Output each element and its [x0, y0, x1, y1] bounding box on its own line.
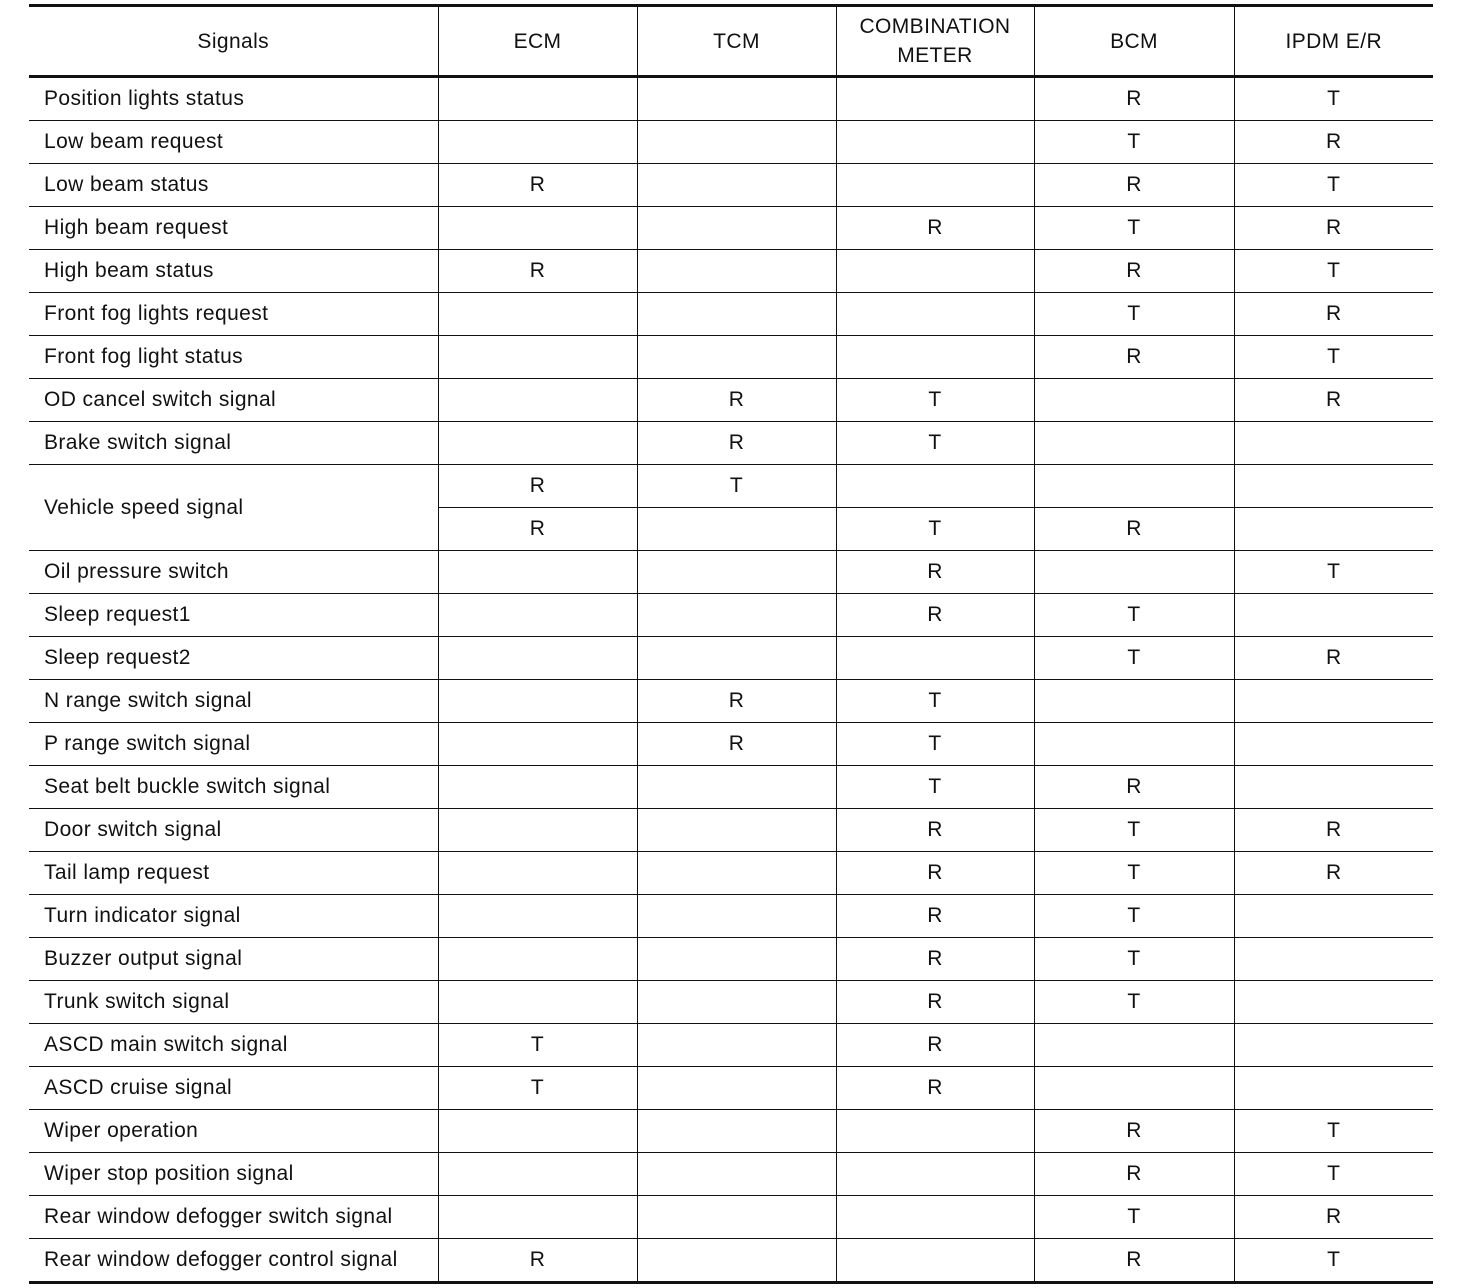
ecm-cell: R: [438, 164, 637, 207]
tcm-cell: [637, 164, 836, 207]
tcm-cell: R: [637, 379, 836, 422]
meter-cell: [836, 637, 1034, 680]
table-row: [29, 1239, 1433, 1283]
meter-cell: R: [836, 938, 1034, 981]
ecm-cell: [438, 422, 637, 465]
table-row: [29, 293, 1433, 336]
bcm-cell: T: [1034, 938, 1234, 981]
ipdm-cell: T: [1234, 336, 1433, 379]
signal-name: High beam status: [29, 250, 438, 293]
table-header: [29, 6, 1433, 77]
bcm-cell: R: [1034, 250, 1234, 293]
table-row: [29, 121, 1433, 164]
table-row: [29, 723, 1433, 766]
tcm-cell: [637, 981, 836, 1024]
ipdm-cell: [1234, 723, 1433, 766]
ecm-cell: [438, 1196, 637, 1239]
ecm-cell: [438, 637, 637, 680]
bcm-cell: [1034, 680, 1234, 723]
ecm-cell: [438, 680, 637, 723]
table-row: [29, 766, 1433, 809]
signal-name: Position lights status: [29, 77, 438, 121]
table-row: [29, 637, 1433, 680]
table-row: [29, 809, 1433, 852]
table-row: [29, 680, 1433, 723]
ecm-cell: [438, 121, 637, 164]
signal-name: Seat belt buckle switch signal: [29, 766, 438, 809]
table-row: [29, 422, 1433, 465]
signal-name: High beam request: [29, 207, 438, 250]
tcm-cell: [637, 938, 836, 981]
table-row: [29, 594, 1433, 637]
signal-name: Turn indicator signal: [29, 895, 438, 938]
ecm-cell: [438, 766, 637, 809]
tcm-cell: [637, 1110, 836, 1153]
ecm-cell: [438, 809, 637, 852]
meter-cell: T: [836, 508, 1034, 551]
signal-name: Wiper operation: [29, 1110, 438, 1153]
meter-cell: [836, 164, 1034, 207]
ecm-cell: [438, 379, 637, 422]
signal-name: Trunk switch signal: [29, 981, 438, 1024]
meter-cell: T: [836, 723, 1034, 766]
table-row: [29, 77, 1433, 121]
ecm-cell: [438, 938, 637, 981]
tcm-cell: R: [637, 422, 836, 465]
bcm-cell: R: [1034, 1110, 1234, 1153]
meter-cell: R: [836, 1067, 1034, 1110]
meter-cell: [836, 1196, 1034, 1239]
ecm-cell: [438, 1110, 637, 1153]
ipdm-cell: [1234, 508, 1433, 551]
ipdm-cell: T: [1234, 1153, 1433, 1196]
table-row: [29, 336, 1433, 379]
ecm-cell: T: [438, 1067, 637, 1110]
signal-name: Door switch signal: [29, 809, 438, 852]
ipdm-cell: [1234, 1024, 1433, 1067]
bcm-cell: T: [1034, 293, 1234, 336]
table-row: [29, 852, 1433, 895]
table-row: [29, 164, 1433, 207]
ecm-cell: [438, 336, 637, 379]
header-tcm: TCM: [637, 6, 836, 77]
ipdm-cell: T: [1234, 164, 1433, 207]
table-row: [29, 981, 1433, 1024]
table-row: [29, 895, 1433, 938]
table-row: [29, 1196, 1433, 1239]
bcm-cell: [1034, 1024, 1234, 1067]
bcm-cell: [1034, 551, 1234, 594]
ipdm-cell: [1234, 1067, 1433, 1110]
ipdm-cell: R: [1234, 637, 1433, 680]
meter-cell: R: [836, 551, 1034, 594]
signal-name: Low beam status: [29, 164, 438, 207]
ipdm-cell: T: [1234, 551, 1433, 594]
tcm-cell: [637, 551, 836, 594]
ipdm-cell: [1234, 594, 1433, 637]
signal-name: Tail lamp request: [29, 852, 438, 895]
signal-name: OD cancel switch signal: [29, 379, 438, 422]
header-combination-meter-line1: COMBINATION: [859, 15, 1011, 38]
ipdm-cell: [1234, 895, 1433, 938]
signal-name: Rear window defogger switch signal: [29, 1196, 438, 1239]
tcm-cell: [637, 637, 836, 680]
bcm-cell: T: [1034, 1196, 1234, 1239]
bcm-cell: R: [1034, 1239, 1234, 1283]
header-combination-meter: [836, 6, 1034, 77]
header-signals: Signals: [29, 6, 438, 77]
signal-name: N range switch signal: [29, 680, 438, 723]
meter-cell: [836, 77, 1034, 121]
table-row: [29, 1153, 1433, 1196]
tcm-cell: [637, 250, 836, 293]
tcm-cell: [637, 809, 836, 852]
bcm-cell: T: [1034, 594, 1234, 637]
ecm-cell: R: [438, 465, 637, 508]
table-row: [29, 250, 1433, 293]
table-row: [29, 379, 1433, 422]
ipdm-cell: [1234, 938, 1433, 981]
ecm-cell: R: [438, 508, 637, 551]
meter-cell: R: [836, 895, 1034, 938]
bcm-cell: [1034, 422, 1234, 465]
ipdm-cell: R: [1234, 121, 1433, 164]
ipdm-cell: R: [1234, 809, 1433, 852]
tcm-cell: [637, 1239, 836, 1283]
signal-name: ASCD cruise signal: [29, 1067, 438, 1110]
bcm-cell: T: [1034, 809, 1234, 852]
tcm-cell: [637, 1024, 836, 1067]
can-signal-table: [29, 4, 1433, 1284]
meter-cell: T: [836, 680, 1034, 723]
bcm-cell: T: [1034, 637, 1234, 680]
signal-name: Vehicle speed signal: [29, 465, 438, 551]
ipdm-cell: [1234, 981, 1433, 1024]
ecm-cell: [438, 207, 637, 250]
ipdm-cell: [1234, 680, 1433, 723]
tcm-cell: [637, 293, 836, 336]
ecm-cell: [438, 895, 637, 938]
meter-cell: [836, 293, 1034, 336]
meter-cell: T: [836, 422, 1034, 465]
header-ecm: ECM: [438, 6, 637, 77]
tcm-cell: [637, 336, 836, 379]
tcm-cell: [637, 1067, 836, 1110]
bcm-cell: [1034, 723, 1234, 766]
meter-cell: [836, 121, 1034, 164]
table-row: [29, 1024, 1433, 1067]
tcm-cell: [637, 594, 836, 637]
meter-cell: [836, 1239, 1034, 1283]
ipdm-cell: R: [1234, 379, 1433, 422]
tcm-cell: [637, 895, 836, 938]
meter-cell: T: [836, 766, 1034, 809]
meter-cell: [836, 1110, 1034, 1153]
ipdm-cell: R: [1234, 207, 1433, 250]
bcm-cell: [1034, 465, 1234, 508]
bcm-cell: T: [1034, 981, 1234, 1024]
bcm-cell: [1034, 379, 1234, 422]
tcm-cell: [637, 508, 836, 551]
bcm-cell: T: [1034, 207, 1234, 250]
bcm-cell: R: [1034, 164, 1234, 207]
table-row: [29, 207, 1433, 250]
tcm-cell: [637, 766, 836, 809]
meter-cell: R: [836, 1024, 1034, 1067]
header-row: [29, 6, 1433, 77]
header-bcm: BCM: [1034, 6, 1234, 77]
ecm-cell: [438, 77, 637, 121]
tcm-cell: [637, 121, 836, 164]
table-row: [29, 465, 1433, 508]
table-row: [29, 938, 1433, 981]
signal-name: Rear window defogger control signal: [29, 1239, 438, 1283]
bcm-cell: T: [1034, 852, 1234, 895]
signal-name: Low beam request: [29, 121, 438, 164]
meter-cell: [836, 465, 1034, 508]
ipdm-cell: R: [1234, 852, 1433, 895]
ecm-cell: T: [438, 1024, 637, 1067]
ipdm-cell: R: [1234, 293, 1433, 336]
ipdm-cell: T: [1234, 77, 1433, 121]
tcm-cell: [637, 207, 836, 250]
header-combination-meter-line2: METER: [897, 44, 973, 67]
tcm-cell: R: [637, 680, 836, 723]
signal-name: Buzzer output signal: [29, 938, 438, 981]
meter-cell: [836, 336, 1034, 379]
bcm-cell: R: [1034, 766, 1234, 809]
tcm-cell: [637, 852, 836, 895]
meter-cell: R: [836, 207, 1034, 250]
ecm-cell: [438, 594, 637, 637]
meter-cell: R: [836, 981, 1034, 1024]
signal-name: Brake switch signal: [29, 422, 438, 465]
table-row: [29, 1067, 1433, 1110]
tcm-cell: R: [637, 723, 836, 766]
signal-name: ASCD main switch signal: [29, 1024, 438, 1067]
signal-name: Sleep request2: [29, 637, 438, 680]
bcm-cell: [1034, 1067, 1234, 1110]
ipdm-cell: [1234, 422, 1433, 465]
ecm-cell: R: [438, 250, 637, 293]
header-ipdm: IPDM E/R: [1234, 6, 1433, 77]
signal-name: P range switch signal: [29, 723, 438, 766]
tcm-cell: T: [637, 465, 836, 508]
table-row: [29, 1110, 1433, 1153]
tcm-cell: [637, 1153, 836, 1196]
meter-cell: R: [836, 809, 1034, 852]
signal-name: Front fog light status: [29, 336, 438, 379]
bcm-cell: R: [1034, 1153, 1234, 1196]
signal-name: Front fog lights request: [29, 293, 438, 336]
ipdm-cell: [1234, 766, 1433, 809]
bcm-cell: T: [1034, 895, 1234, 938]
ipdm-cell: T: [1234, 1239, 1433, 1283]
tcm-cell: [637, 1196, 836, 1239]
signal-name: Oil pressure switch: [29, 551, 438, 594]
ecm-cell: [438, 723, 637, 766]
tcm-cell: [637, 77, 836, 121]
signal-name: Sleep request1: [29, 594, 438, 637]
table-body: [29, 77, 1433, 1283]
ipdm-cell: T: [1234, 1110, 1433, 1153]
ecm-cell: [438, 981, 637, 1024]
meter-cell: T: [836, 379, 1034, 422]
ecm-cell: R: [438, 1239, 637, 1283]
ecm-cell: [438, 551, 637, 594]
meter-cell: [836, 1153, 1034, 1196]
bcm-cell: R: [1034, 336, 1234, 379]
ipdm-cell: T: [1234, 250, 1433, 293]
ipdm-cell: R: [1234, 1196, 1433, 1239]
table-row: [29, 551, 1433, 594]
ecm-cell: [438, 1153, 637, 1196]
bcm-cell: R: [1034, 77, 1234, 121]
ecm-cell: [438, 293, 637, 336]
ipdm-cell: [1234, 465, 1433, 508]
meter-cell: [836, 250, 1034, 293]
ecm-cell: [438, 852, 637, 895]
bcm-cell: T: [1034, 121, 1234, 164]
signal-name: Wiper stop position signal: [29, 1153, 438, 1196]
meter-cell: R: [836, 852, 1034, 895]
meter-cell: R: [836, 594, 1034, 637]
bcm-cell: R: [1034, 508, 1234, 551]
